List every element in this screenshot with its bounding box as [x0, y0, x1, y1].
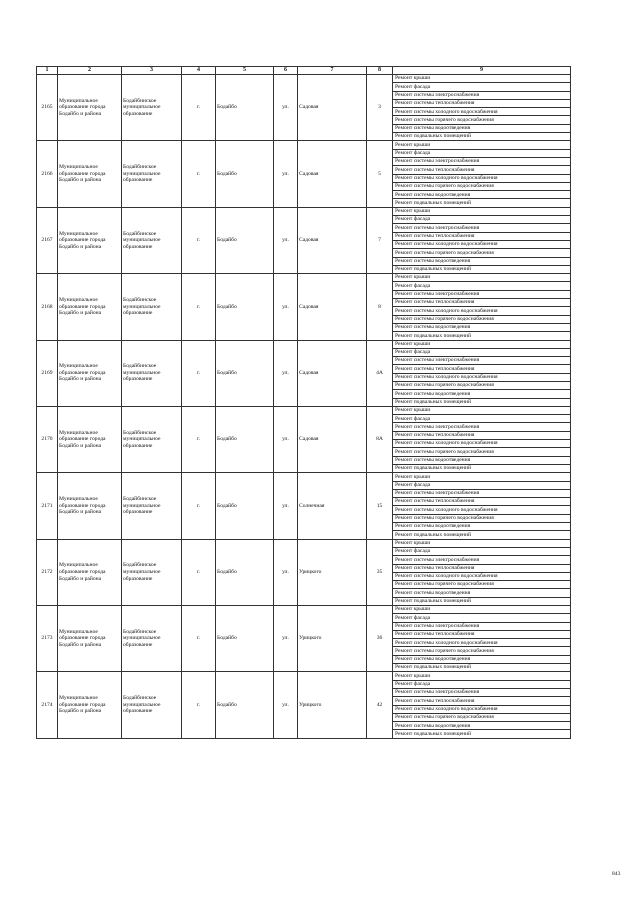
work-type-cell: Ремонт крыши [393, 606, 571, 614]
work-type-cell: Ремонт системы водоотведения [393, 124, 571, 132]
work-type-cell: Ремонт системы электроснабжения [393, 489, 571, 497]
work-type-cell: Ремонт системы теплоснабжения [393, 99, 571, 107]
municipality-cell: Бодайбинское муниципальное образование [122, 539, 182, 605]
work-type-cell: Ремонт подвальных помещений [393, 664, 571, 672]
row-number: 2168 [37, 274, 58, 340]
column-header-7: 7 [298, 67, 367, 75]
work-type-cell: Ремонт системы холодного водоснабжения [393, 705, 571, 713]
street-type-cell: ул. [274, 406, 298, 472]
street-cell: Урицкого [298, 539, 367, 605]
work-type-cell: Ремонт системы теплоснабжения [393, 232, 571, 240]
table-row [37, 606, 571, 614]
owner-cell: Муниципальное образование города Бодайбо и района [58, 406, 122, 472]
work-type-cell: Ремонт крыши [393, 340, 571, 348]
settlement-cell: Бодайбо [216, 473, 274, 539]
row-number: 2172 [37, 539, 58, 605]
header-row [37, 67, 571, 75]
street-cell: Садовая [298, 75, 367, 141]
work-type-cell: Ремонт подвальных помещений [393, 133, 571, 141]
house-number-cell: 35 [367, 539, 393, 605]
work-type-cell: Ремонт системы горячего водоснабжения [393, 249, 571, 257]
municipality-cell: Бодайбинское муниципальное образование [122, 207, 182, 273]
work-type-cell: Ремонт подвальных помещений [393, 265, 571, 273]
table-row [37, 274, 571, 282]
table-row [37, 672, 571, 680]
street-cell: Урицкого [298, 606, 367, 672]
work-type-cell: Ремонт фасада [393, 547, 571, 555]
work-type-cell: Ремонт системы теплоснабжения [393, 498, 571, 506]
repair-program-table [36, 66, 571, 739]
settlement-type-cell: г. [182, 473, 216, 539]
work-type-cell: Ремонт системы горячего водоснабжения [393, 647, 571, 655]
work-type-cell: Ремонт системы холодного водоснабжения [393, 506, 571, 514]
house-number-cell: 42 [367, 672, 393, 738]
work-type-cell: Ремонт фасада [393, 481, 571, 489]
work-type-cell: Ремонт системы электроснабжения [393, 622, 571, 630]
owner-cell: Муниципальное образование города Бодайбо и района [58, 539, 122, 605]
work-type-cell: Ремонт подвальных помещений [393, 398, 571, 406]
house-number-cell: 15 [367, 473, 393, 539]
owner-cell: Муниципальное образование города Бодайбо и района [58, 274, 122, 340]
work-type-cell: Ремонт фасада [393, 282, 571, 290]
work-type-cell: Ремонт системы теплоснабжения [393, 431, 571, 439]
work-type-cell: Ремонт системы горячего водоснабжения [393, 381, 571, 389]
column-header-6: 6 [274, 67, 298, 75]
page-number: 843 [612, 871, 621, 877]
work-type-cell: Ремонт крыши [393, 672, 571, 680]
column-header-8: 8 [367, 67, 393, 75]
municipality-cell: Бодайбинское муниципальное образование [122, 406, 182, 472]
work-type-cell: Ремонт крыши [393, 75, 571, 83]
settlement-type-cell: г. [182, 672, 216, 738]
table-row [37, 141, 571, 149]
owner-cell: Муниципальное образование города Бодайбо и района [58, 672, 122, 738]
settlement-type-cell: г. [182, 606, 216, 672]
work-type-cell: Ремонт системы электроснабжения [393, 556, 571, 564]
work-type-cell: Ремонт системы водоотведения [393, 456, 571, 464]
column-header-4: 4 [182, 67, 216, 75]
row-number: 2169 [37, 340, 58, 406]
house-number-cell: 7 [367, 207, 393, 273]
column-header-1: 1 [37, 67, 58, 75]
house-number-cell: 8 [367, 274, 393, 340]
settlement-cell: Бодайбо [216, 406, 274, 472]
street-cell: Солнечная [298, 473, 367, 539]
settlement-cell: Бодайбо [216, 207, 274, 273]
document-sheet [36, 66, 570, 739]
table-row [37, 340, 571, 348]
work-type-cell: Ремонт системы холодного водоснабжения [393, 440, 571, 448]
street-cell: Садовая [298, 406, 367, 472]
row-number: 2165 [37, 75, 58, 141]
settlement-type-cell: г. [182, 274, 216, 340]
work-type-cell: Ремонт крыши [393, 207, 571, 215]
work-type-cell: Ремонт системы горячего водоснабжения [393, 713, 571, 721]
work-type-cell: Ремонт подвальных помещений [393, 730, 571, 738]
work-type-cell: Ремонт крыши [393, 274, 571, 282]
row-number: 2167 [37, 207, 58, 273]
row-number: 2171 [37, 473, 58, 539]
street-type-cell: ул. [274, 207, 298, 273]
table-row [37, 539, 571, 547]
work-type-cell: Ремонт системы холодного водоснабжения [393, 108, 571, 116]
work-type-cell: Ремонт подвальных помещений [393, 199, 571, 207]
table-row [37, 406, 571, 414]
work-type-cell: Ремонт системы водоотведения [393, 191, 571, 199]
work-type-cell: Ремонт системы водоотведения [393, 323, 571, 331]
work-type-cell: Ремонт системы горячего водоснабжения [393, 448, 571, 456]
work-type-cell: Ремонт системы горячего водоснабжения [393, 315, 571, 323]
street-cell: Садовая [298, 207, 367, 273]
work-type-cell: Ремонт крыши [393, 141, 571, 149]
street-type-cell: ул. [274, 141, 298, 207]
settlement-type-cell: г. [182, 207, 216, 273]
work-type-cell: Ремонт системы теплоснабжения [393, 697, 571, 705]
street-type-cell: ул. [274, 606, 298, 672]
street-cell: Садовая [298, 340, 367, 406]
table-body [37, 75, 571, 739]
work-type-cell: Ремонт фасада [393, 614, 571, 622]
work-type-cell: Ремонт системы электроснабжения [393, 357, 571, 365]
street-type-cell: ул. [274, 539, 298, 605]
work-type-cell: Ремонт системы водоотведения [393, 390, 571, 398]
row-number: 2174 [37, 672, 58, 738]
work-type-cell: Ремонт системы электроснабжения [393, 423, 571, 431]
row-number: 2166 [37, 141, 58, 207]
work-type-cell: Ремонт системы холодного водоснабжения [393, 307, 571, 315]
work-type-cell: Ремонт подвальных помещений [393, 597, 571, 605]
table-row [37, 473, 571, 481]
municipality-cell: Бодайбинское муниципальное образование [122, 340, 182, 406]
column-header-5: 5 [216, 67, 274, 75]
settlement-type-cell: г. [182, 406, 216, 472]
municipality-cell: Бодайбинское муниципальное образование [122, 75, 182, 141]
settlement-type-cell: г. [182, 75, 216, 141]
work-type-cell: Ремонт системы электроснабжения [393, 157, 571, 165]
work-type-cell: Ремонт системы горячего водоснабжения [393, 514, 571, 522]
house-number-cell: 3 [367, 75, 393, 141]
work-type-cell: Ремонт фасада [393, 415, 571, 423]
work-type-cell: Ремонт крыши [393, 473, 571, 481]
municipality-cell: Бодайбинское муниципальное образование [122, 141, 182, 207]
work-type-cell: Ремонт крыши [393, 539, 571, 547]
settlement-type-cell: г. [182, 141, 216, 207]
work-type-cell: Ремонт системы горячего водоснабжения [393, 116, 571, 124]
settlement-cell: Бодайбо [216, 274, 274, 340]
work-type-cell: Ремонт системы холодного водоснабжения [393, 639, 571, 647]
work-type-cell: Ремонт системы теплоснабжения [393, 166, 571, 174]
work-type-cell: Ремонт системы теплоснабжения [393, 564, 571, 572]
work-type-cell: Ремонт системы холодного водоснабжения [393, 240, 571, 248]
settlement-cell: Бодайбо [216, 75, 274, 141]
house-number-cell: 5 [367, 141, 393, 207]
work-type-cell: Ремонт системы водоотведения [393, 722, 571, 730]
street-cell: Садовая [298, 274, 367, 340]
work-type-cell: Ремонт системы водоотведения [393, 523, 571, 531]
row-number: 2170 [37, 406, 58, 472]
settlement-cell: Бодайбо [216, 340, 274, 406]
work-type-cell: Ремонт системы холодного водоснабжения [393, 174, 571, 182]
work-type-cell: Ремонт фасада [393, 149, 571, 157]
work-type-cell: Ремонт системы теплоснабжения [393, 299, 571, 307]
owner-cell: Муниципальное образование города Бодайбо и района [58, 473, 122, 539]
municipality-cell: Бодайбинское муниципальное образование [122, 672, 182, 738]
work-type-cell: Ремонт системы электроснабжения [393, 290, 571, 298]
street-type-cell: ул. [274, 340, 298, 406]
street-type-cell: ул. [274, 75, 298, 141]
table-row [37, 207, 571, 215]
municipality-cell: Бодайбинское муниципальное образование [122, 473, 182, 539]
work-type-cell: Ремонт крыши [393, 406, 571, 414]
street-cell: Урицкого [298, 672, 367, 738]
work-type-cell: Ремонт системы электроснабжения [393, 224, 571, 232]
owner-cell: Муниципальное образование города Бодайбо и района [58, 606, 122, 672]
work-type-cell: Ремонт подвальных помещений [393, 332, 571, 340]
settlement-cell: Бодайбо [216, 539, 274, 605]
work-type-cell: Ремонт системы электроснабжения [393, 91, 571, 99]
municipality-cell: Бодайбинское муниципальное образование [122, 606, 182, 672]
work-type-cell: Ремонт фасада [393, 216, 571, 224]
settlement-type-cell: г. [182, 539, 216, 605]
work-type-cell: Ремонт фасада [393, 348, 571, 356]
work-type-cell: Ремонт подвальных помещений [393, 464, 571, 472]
owner-cell: Муниципальное образование города Бодайбо и района [58, 340, 122, 406]
house-number-cell: 4А [367, 340, 393, 406]
work-type-cell: Ремонт системы теплоснабжения [393, 365, 571, 373]
settlement-type-cell: г. [182, 340, 216, 406]
settlement-cell: Бодайбо [216, 606, 274, 672]
settlement-cell: Бодайбо [216, 141, 274, 207]
work-type-cell: Ремонт системы водоотведения [393, 257, 571, 265]
column-header-2: 2 [58, 67, 122, 75]
row-number: 2173 [37, 606, 58, 672]
column-header-3: 3 [122, 67, 182, 75]
street-type-cell: ул. [274, 672, 298, 738]
work-type-cell: Ремонт системы водоотведения [393, 589, 571, 597]
street-type-cell: ул. [274, 274, 298, 340]
house-number-cell: 36 [367, 606, 393, 672]
work-type-cell: Ремонт системы теплоснабжения [393, 630, 571, 638]
municipality-cell: Бодайбинское муниципальное образование [122, 274, 182, 340]
settlement-cell: Бодайбо [216, 672, 274, 738]
work-type-cell: Ремонт подвальных помещений [393, 531, 571, 539]
street-cell: Садовая [298, 141, 367, 207]
owner-cell: Муниципальное образование города Бодайбо и района [58, 207, 122, 273]
work-type-cell: Ремонт системы электроснабжения [393, 688, 571, 696]
work-type-cell: Ремонт системы горячего водоснабжения [393, 182, 571, 190]
owner-cell: Муниципальное образование города Бодайбо и района [58, 75, 122, 141]
work-type-cell: Ремонт фасада [393, 680, 571, 688]
column-header-9: 9 [393, 67, 571, 75]
work-type-cell: Ремонт системы водоотведения [393, 655, 571, 663]
work-type-cell: Ремонт фасада [393, 83, 571, 91]
work-type-cell: Ремонт системы горячего водоснабжения [393, 581, 571, 589]
owner-cell: Муниципальное образование города Бодайбо и района [58, 141, 122, 207]
house-number-cell: 8А [367, 406, 393, 472]
street-type-cell: ул. [274, 473, 298, 539]
work-type-cell: Ремонт системы холодного водоснабжения [393, 572, 571, 580]
table-row [37, 75, 571, 83]
work-type-cell: Ремонт системы холодного водоснабжения [393, 373, 571, 381]
